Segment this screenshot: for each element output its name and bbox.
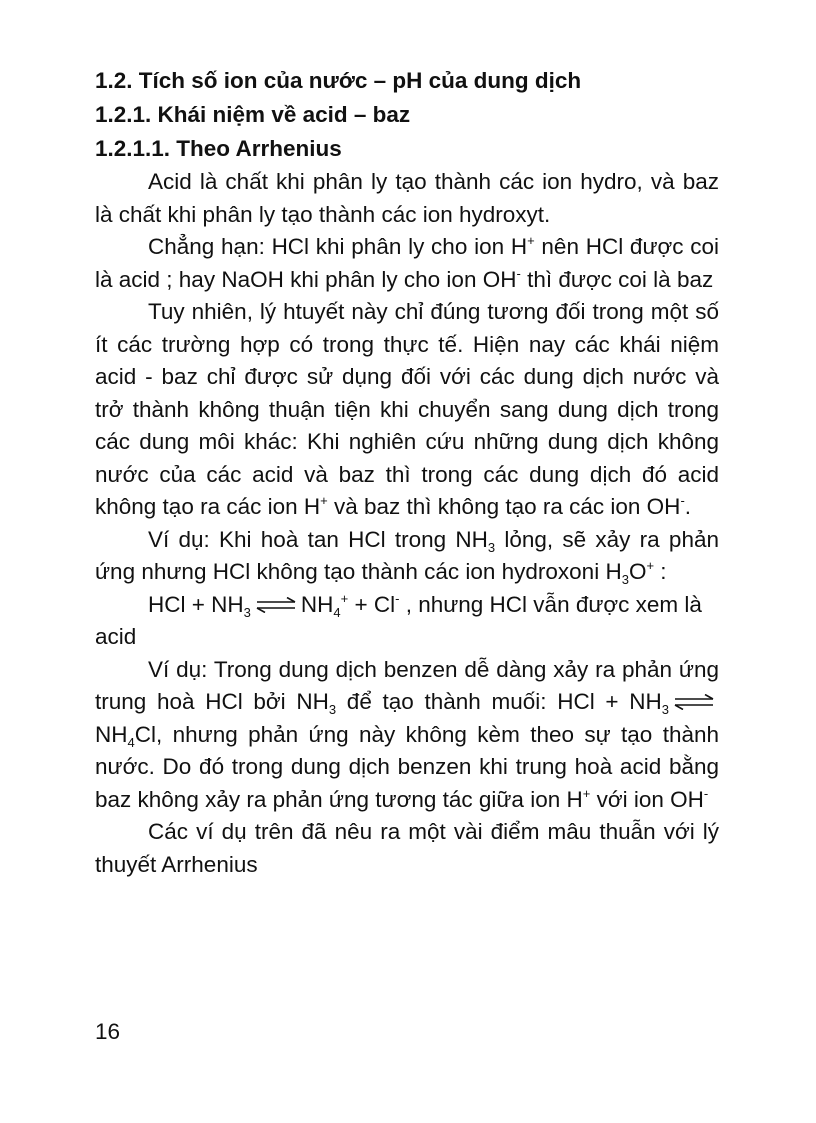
- equilibrium-arrow-icon: [673, 694, 715, 710]
- paragraph-conclusion: Các ví dụ trên đã nêu ra một vài điểm mâu thuẫn với lý thuyết Arrhenius: [95, 819, 719, 877]
- paragraph-example-hcl-naoh: Chẳng hạn: HCl khi phân ly cho ion H+ nên HCl được coi là acid ; hay NaOH khi phân ly cho ion OH- thì được coi là baz: [95, 233, 720, 292]
- section-heading-1-2-1: 1.2.1. Khái niệm về acid – baz: [95, 102, 411, 127]
- page-content: [95, 64, 719, 881]
- paragraph-example-benzene: Ví dụ: Trong dung dịch benzen dễ dàng xảy ra phản ứng trung hoà HCl bởi $NH_3$ để tạo thành muối: HCl + $NH_3$ $NH_4Cl$, nhưng phản ứng này không kèm theo sự tạo thành nước. Do đó trong dung dịch benzen khi trung hoà acid bằng baz không xảy ra phản ứng tương tác giữa ion H+ với ion OH-: [95, 656, 719, 812]
- paragraph-limitations: Tuy nhiên, lý htuyết này chỉ đúng tương đối trong một số ít các trường hợp có trong thực tế. Hiện nay các khái niệm acid - baz chỉ được sử dụng đối với các dung dịch nước và trở thành không thuận tiện khi chuyển sang dung dịch trong các dung môi khác: Khi nghiên cứu những dung dịch không nước của các acid và baz thì trong các dung dịch đó acid không tạo ra các ion H+ và baz thì không tạo ra các ion OH-.: [95, 299, 719, 519]
- reaction-equation: HCl + $NH_3$ $NH_4^+ + Cl^-$ , nhưng HCl vẫn được xem là acid: [95, 590, 702, 649]
- section-heading-1-2-1-1: 1.2.1.1. Theo Arrhenius: [95, 136, 342, 161]
- section-heading-1-2: 1.2. Tích số ion của nước – pH của dung dịch: [95, 68, 582, 93]
- page-number: 16: [95, 1019, 121, 1044]
- equilibrium-arrow-icon: [255, 597, 297, 613]
- paragraph-example-nh3: Ví dụ: Khi hoà tan HCl trong $NH_3$ lỏng, sẽ xảy ra phản ứng nhưng HCl không tạo thành các ion hydroxoni $H_3O^+$ :: [95, 526, 719, 587]
- paragraph-definition: Acid là chất khi phân ly tạo thành các ion hydro, và baz là chất khi phân ly tạo thành các ion hydroxyt.: [95, 169, 719, 227]
